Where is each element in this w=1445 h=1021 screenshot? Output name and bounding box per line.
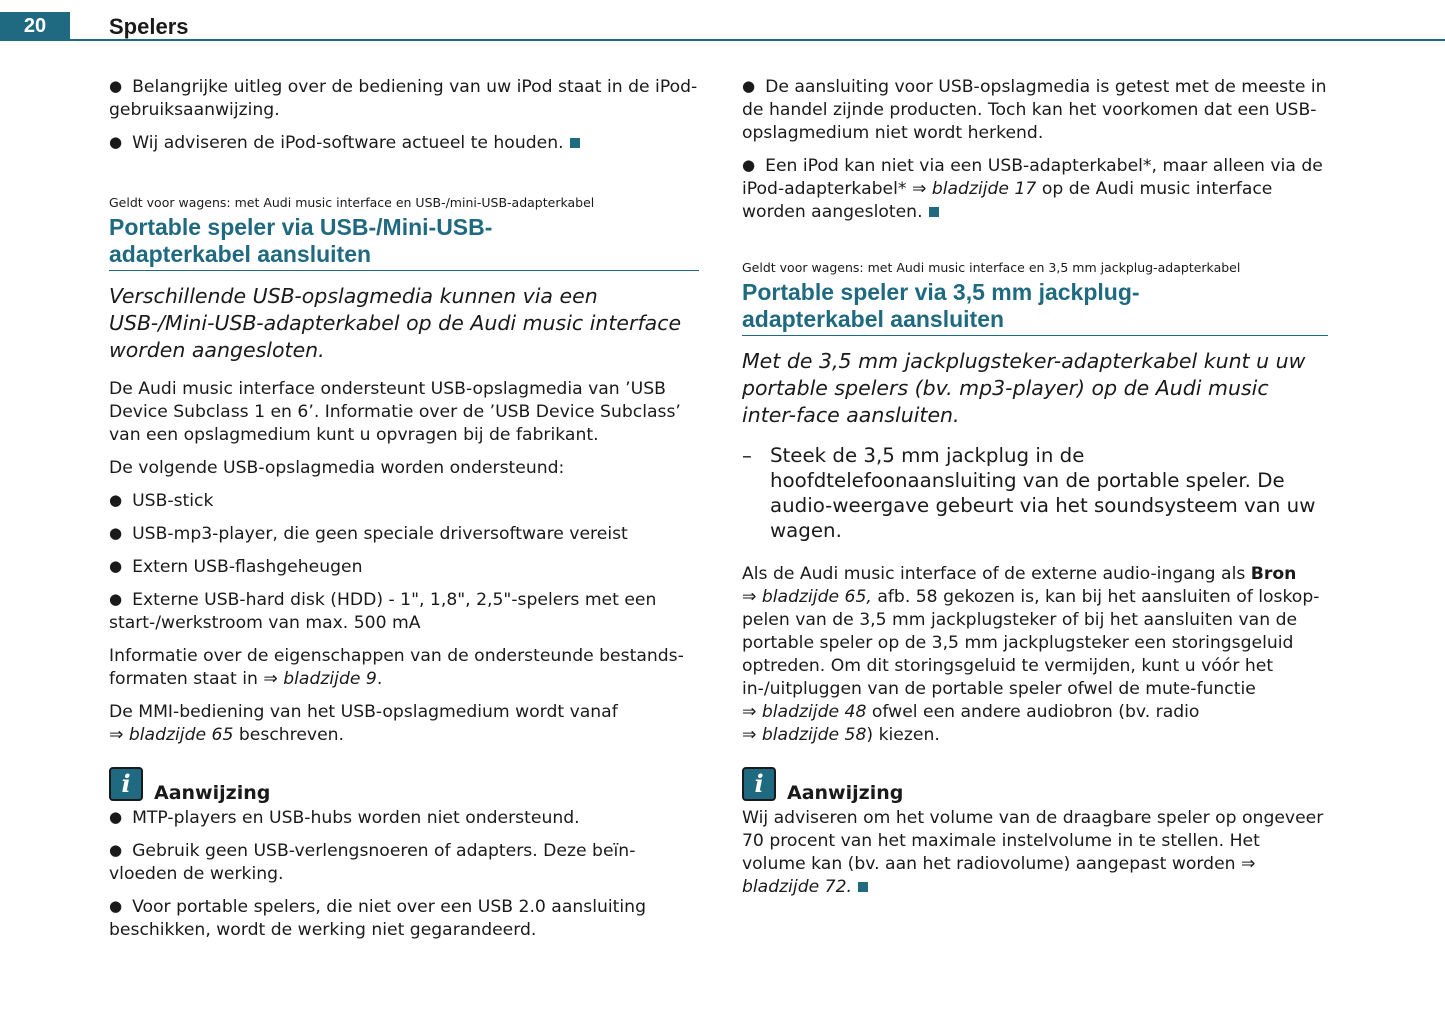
section-heading: Portable speler via USB-/Mini-USB- adapterkabel aansluiten	[109, 214, 699, 271]
bullet-icon: ●	[109, 808, 123, 826]
list-item: ● Externe USB-hard disk (HDD) - 1", 1,8", 2,5"-spelers met een start-/werkstroom van max. 500 mA	[109, 590, 657, 633]
left-column	[109, 76, 699, 952]
info-icon: i	[109, 767, 143, 801]
instruction-step: – Steek de 3,5 mm jackplug in de hoofdtelefoonaansluiting van de portable speler. De audio-weergave gebeurt via het soundsysteem van uw wagen.	[742, 444, 1316, 542]
right-column	[742, 76, 1328, 909]
list-item: ● Voor portable spelers, die niet over een USB 2.0 aansluiting beschikken, wordt de werking niet gegarandeerd.	[109, 897, 646, 940]
dash-icon: –	[742, 444, 752, 467]
applicability-note: Geldt voor wagens: met Audi music interface en 3,5 mm jackplug-adapterkabel	[742, 260, 1241, 275]
bullet-icon: ●	[109, 897, 123, 915]
list-item: ● USB-mp3-player, die geen speciale driversoftware vereist	[109, 524, 628, 544]
arrow-icon: ⇒	[263, 669, 278, 689]
section-heading: Portable speler via 3,5 mm jackplug- adapterkabel aansluiten	[742, 279, 1328, 336]
info-icon: i	[742, 767, 776, 801]
list-item: ● Gebruik geen USB-verlengsnoeren of adapters. Deze beïn-vloeden de werking.	[109, 841, 636, 884]
page-reference-link[interactable]: bladzijde 72.	[742, 877, 852, 897]
list-item: ● Belangrijke uitleg over de bediening van uw iPod staat in de iPod-gebruiksaanwijzing.	[109, 77, 698, 120]
paragraph: De volgende USB-opslagmedia worden ondersteund:	[109, 458, 565, 478]
note-text: Wij adviseren om het volume van de draagbare speler op ongeveer 70 procent van het maximale instelvolume in te stellen. Het volume kan (bv. aan het radiovolume) aangepast worden ⇒ bladzijde 72.	[742, 808, 1324, 897]
paragraph: De Audi music interface ondersteunt USB-opslagmedia van ’USB Device Subclass 1 en 6’. Informatie over de ’USB Device Subclass’ van een opslagmedium kunt u opvragen bij de fabrikant.	[109, 379, 681, 445]
end-of-section-icon	[570, 138, 580, 148]
paragraph: Als de Audi music interface of de externe audio-ingang als Bron ⇒ bladzijde 65, afb. 58 gekozen is, kan bij het aansluiten of loskop-pelen van de 3,5 mm jackplugsteker of bij het aansluiten van de portable speler op de 3,5 mm jackplugsteker een storingsgeluid optreden. Om dit storingsgeluid te vermijden, kunt u vóór het in-/uitpluggen van de portable speler ofwel de mute-functie ⇒ bladzijde 48 ofwel een andere audiobron (bv. radio ⇒ bladzijde 58) kiezen.	[742, 564, 1320, 745]
arrow-icon: ⇒	[742, 587, 757, 607]
bullet-icon: ●	[109, 133, 123, 151]
section-title: Spelers	[109, 14, 189, 39]
paragraph: De MMI-bediening van het USB-opslagmedium wordt vanaf ⇒ bladzijde 65 beschreven.	[109, 702, 618, 745]
header-rule	[0, 39, 1445, 41]
arrow-icon: ⇒	[742, 702, 757, 722]
page-number: 20	[0, 12, 70, 40]
applicability-note: Geldt voor wagens: met Audi music interface en USB-/mini-USB-adapterkabel	[109, 195, 595, 210]
bullet-icon: ●	[109, 590, 123, 608]
page-reference-link[interactable]: bladzijde 48	[761, 702, 867, 722]
note-title: Aanwijzing	[154, 782, 271, 804]
note-header	[742, 767, 1328, 807]
bullet-icon: ●	[109, 557, 123, 575]
page-reference-link[interactable]: bladzijde 9	[283, 669, 377, 689]
list-item: ● Wij adviseren de iPod-software actueel te houden.	[109, 132, 699, 155]
note-header	[109, 767, 699, 807]
bullet-icon: ●	[742, 156, 756, 174]
note-title: Aanwijzing	[787, 782, 904, 804]
paragraph: Informatie over de eigenschappen van de ondersteunde bestands-formaten staat in ⇒ bladzijde 9.	[109, 646, 684, 689]
intro-text: Met de 3,5 mm jackplugsteker-adapterkabel kunt u uw portable spelers (bv. mp3-player) op de Audi music inter-face aansluiten.	[742, 349, 1306, 427]
page-reference-link[interactable]: bladzijde 17	[931, 179, 1037, 199]
end-of-section-icon	[929, 207, 939, 217]
bullet-icon: ●	[109, 491, 123, 509]
list-item: ● USB-stick	[109, 491, 214, 511]
arrow-icon: ⇒	[1241, 854, 1256, 874]
keyword-bron: Bron	[1250, 564, 1297, 584]
arrow-icon: ⇒	[742, 725, 757, 745]
arrow-icon: ⇒	[911, 179, 927, 199]
page-header	[0, 0, 1445, 42]
bullet-icon: ●	[109, 524, 123, 542]
list-item: ● MTP-players en USB-hubs worden niet ondersteund.	[109, 808, 580, 828]
list-item: ● Een iPod kan niet via een USB-adapterkabel*, maar alleen via de iPod-adapterkabel* ⇒ bladzijde 17 op de Audi music interface worden aangesloten.	[742, 156, 1323, 222]
page-reference-link[interactable]: bladzijde 58	[761, 725, 867, 745]
bullet-icon: ●	[109, 841, 123, 859]
bullet-icon: ●	[109, 77, 123, 95]
end-of-section-icon	[858, 882, 868, 892]
list-item: ● Extern USB-flashgeheugen	[109, 557, 363, 577]
bullet-icon: ●	[742, 77, 756, 95]
arrow-icon: ⇒	[109, 725, 124, 745]
page-reference-link[interactable]: bladzijde 65	[128, 725, 234, 745]
page-reference-link[interactable]: bladzijde 65,	[761, 587, 872, 607]
list-item: ● De aansluiting voor USB-opslagmedia is getest met de meeste in de handel zijnde producten. Toch kan het voorkomen dat een USB-opslagmedium niet wordt herkend.	[742, 77, 1327, 143]
intro-text: Verschillende USB-opslagmedia kunnen via een USB-/Mini-USB-adapterkabel op de Audi music interface worden aangesloten.	[109, 284, 682, 362]
